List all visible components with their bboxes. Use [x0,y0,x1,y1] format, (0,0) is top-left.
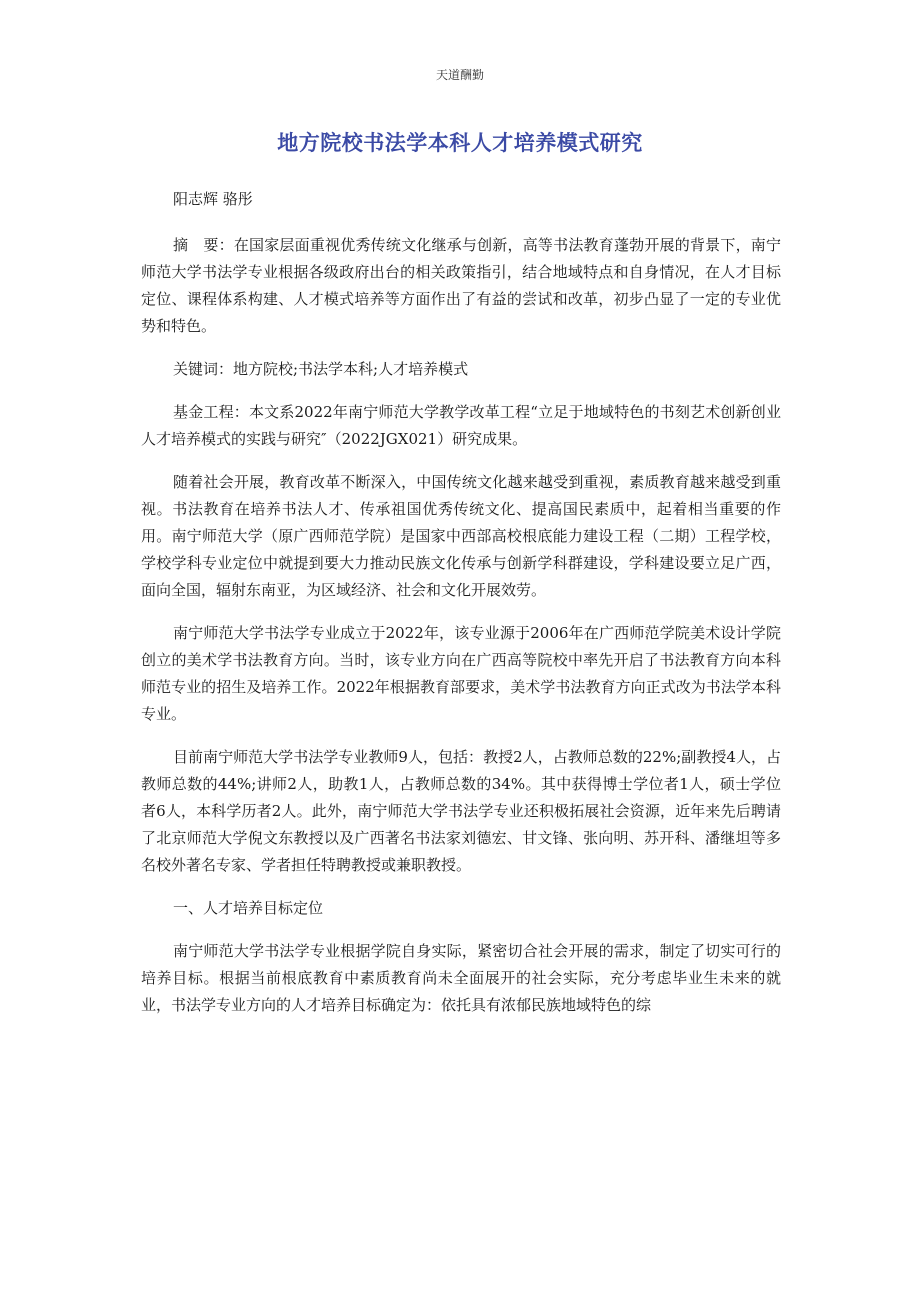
fund-info: 基金工程：本文系2022年南宁师范大学教学改革工程“立足于地域特色的书刻艺术创新创业人才培养模式的实践与研究″（2022JGX021）研究成果。 [141,403,781,448]
article-body [141,186,781,1035]
body-paragraph: 目前南宁师范大学书法学专业教师9人，包括：教授2人，占教师总数的22%;副教授4人，占教师总数的44%;讲师2人，助教1人，占教师总数的34%。其中获得博士学位者1人，硕士学位者6人，本科学历者2人。此外，南宁师范大学书法学专业还积极拓展社会资源，近年来先后聘请了北京师范大学倪文东教授以及广西著名书法家刘德宏、甘文锋、张向明、苏开科、潘继坦等多名校外著名专家、学者担任特聘教授或兼职教授。 [141,748,781,874]
body-paragraph: 南宁师范大学书法学专业根据学院自身实际，紧密切合社会开展的需求，制定了切实可行的培养目标。根据当前根底教育中素质教育尚未全面展开的社会实际，充分考虑毕业生未来的就业，书法学专业方向的人才培养目标确定为：依托具有浓郁民族地域特色的综 [141,942,781,1014]
abstract: 摘 要：在国家层面重视优秀传统文化继承与创新，高等书法教育蓬勃开展的背景下，南宁师范大学书法学专业根据各级政府出台的相关政策指引，结合地域特点和自身情况，在人才目标定位、课程体系构建、人才模式培养等方面作出了有益的尝试和改革，初步凸显了一定的专业优势和特色。 [141,236,781,335]
article-title: 地方院校书法学本科人才培养模式研究 [277,131,643,155]
authors: 阳志辉 骆彤 [173,190,253,208]
keywords: 关键词：地方院校;书法学本科;人才培养模式 [173,360,469,378]
body-paragraph: 随着社会开展，教育改革不断深入，中国传统文化越来越受到重视，素质教育越来越受到重视。书法教育在培养书法人才、传承祖国优秀传统文化、提高国民素质中，起着相当重要的作用。南宁师范大学（原广西师范学院）是国家中西部高校根底能力建设工程（二期）工程学校，学校学科专业定位中就提到要大力推动民族文化传承与创新学科群建设，学科建设要立足广西，面向全国，辐射东南亚，为区域经济、社会和文化开展效劳。 [141,473,781,599]
section-heading: 一、人才培养目标定位 [173,899,324,917]
header-mark: 天道酬勤 [435,68,484,82]
body-paragraph: 南宁师范大学书法学专业成立于2022年，该专业源于2006年在广西师范学院美术设计学院创立的美术学书法教育方向。当时，该专业方向在广西高等院校中率先开启了书法教育方向本科师范专业的招生及培养工作。2022年根据教育部要求，美术学书法教育方向正式改为书法学本科专业。 [141,624,781,723]
